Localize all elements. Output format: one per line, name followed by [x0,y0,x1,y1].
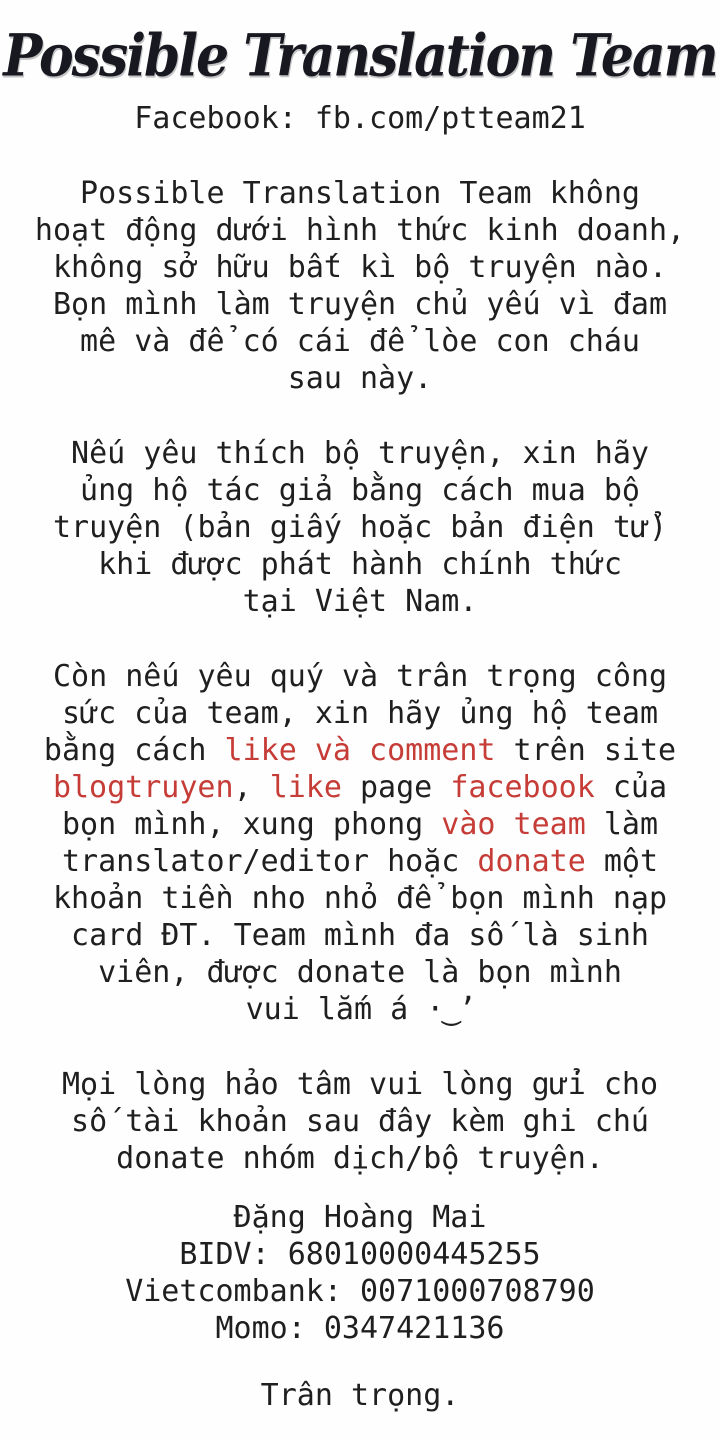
text-segment: viên, được donate là bọn mình [98,955,622,990]
highlighted-text: facebook [450,770,595,805]
text-segment: translator/editor hoặc [61,844,478,879]
paragraph-donation-note [0,1066,720,1177]
text-segment: Đặng Hoàng Mai [233,1200,487,1235]
text-line [0,991,720,1028]
text-segment: ủng hộ tác giả bằng cách mua bộ [80,473,640,508]
text-line [0,583,720,620]
text-segment: , [233,770,270,805]
text-line [0,806,720,843]
text-segment: BIDV: 68010000445255 [179,1237,541,1272]
text-segment: tại Việt Nam. [242,584,478,619]
text-segment: không sở hữu bất kì bộ truyện nào. [52,250,668,285]
text-segment: sức của team, xin hãy ủng hộ team [61,696,659,731]
text-segment: bọn mình, xung phong [61,807,442,842]
facebook-label: Facebook: [134,101,315,136]
text-segment: số tài khoản sau đây kèm ghi chú [71,1104,649,1139]
paragraph-support-author [0,435,720,620]
team-logo-text: Possible Translation Team [3,21,717,90]
account-holder-name [0,1199,720,1236]
text-segment: Vietcombank: 0071000708790 [125,1274,595,1309]
highlighted-text: like [269,770,342,805]
vietcombank-account-number [0,1273,720,1310]
text-line [0,732,720,769]
text-line [0,1066,720,1103]
highlighted-text: donate [477,844,586,879]
text-segment: bằng cách [43,733,225,768]
text-segment: Possible Translation Team không [80,176,640,211]
text-segment: vui lắm á [245,992,427,1027]
paragraph-closing [0,1377,720,1414]
text-line [0,472,720,509]
text-line [0,249,720,286]
text-segment: một [585,844,659,879]
text-segment: hoạt động dưới hình thức kinh doanh, [34,213,686,248]
highlighted-text: blogtruyen [52,770,234,805]
text-line [0,695,720,732]
text-line [0,546,720,583]
text-line [0,509,720,546]
body-paragraphs [0,175,720,1414]
text-line [0,360,720,397]
text-line [0,843,720,880]
text-line [0,323,720,360]
text-segment: khi được phát hành chính thức [98,547,622,582]
text-line [0,435,720,472]
text-segment: donate nhóm dịch/bộ truyện. [116,1141,604,1176]
text-segment: làm [585,807,659,842]
text-segment: trên site [495,733,677,768]
text-segment: Còn nếu yêu quý và trân trọng công [52,659,668,694]
text-segment: Mọi lòng hảo tâm vui lòng gửi cho [61,1067,659,1102]
facebook-line [0,100,720,137]
text-segment: sau này. [287,361,433,396]
text-segment: page [341,770,451,805]
wink-emoticon: ·‿ʼ [426,992,475,1027]
text-line [0,880,720,917]
text-line [0,917,720,954]
text-line [0,954,720,991]
text-line [0,212,720,249]
text-line [0,769,720,806]
bidv-account-number [0,1236,720,1273]
text-segment: Trân trọng. [260,1378,460,1413]
text-segment: card ĐT. Team mình đa số là sinh [71,918,649,953]
text-line [0,1140,720,1177]
text-segment: mê và để có cái để lòe con cháu [80,324,640,359]
paragraph-support-team [0,658,720,1028]
text-segment: truyện (bản giấy hoặc bản điện tử) [52,510,668,545]
text-line [0,1103,720,1140]
text-segment: khoản tiền nho nhỏ để bọn mình nạp [52,881,668,916]
highlighted-text: like và comment [224,733,496,768]
facebook-handle: fb.com/ptteam21 [314,101,586,136]
text-line [0,658,720,695]
text-segment: Bọn mình làm truyện chủ yếu vì đam [52,287,668,322]
text-line [0,175,720,212]
text-line [0,286,720,323]
text-segment: của [594,770,668,805]
highlighted-text: vào team [441,807,586,842]
paragraph-disclaimer [0,175,720,397]
text-segment: Momo: 0347421136 [215,1311,505,1346]
momo-account-number [0,1310,720,1347]
text-segment: Nếu yêu thích bộ truyện, xin hãy [71,436,649,471]
closing-line [0,1377,720,1414]
paragraph-donation-accounts [0,1199,720,1347]
